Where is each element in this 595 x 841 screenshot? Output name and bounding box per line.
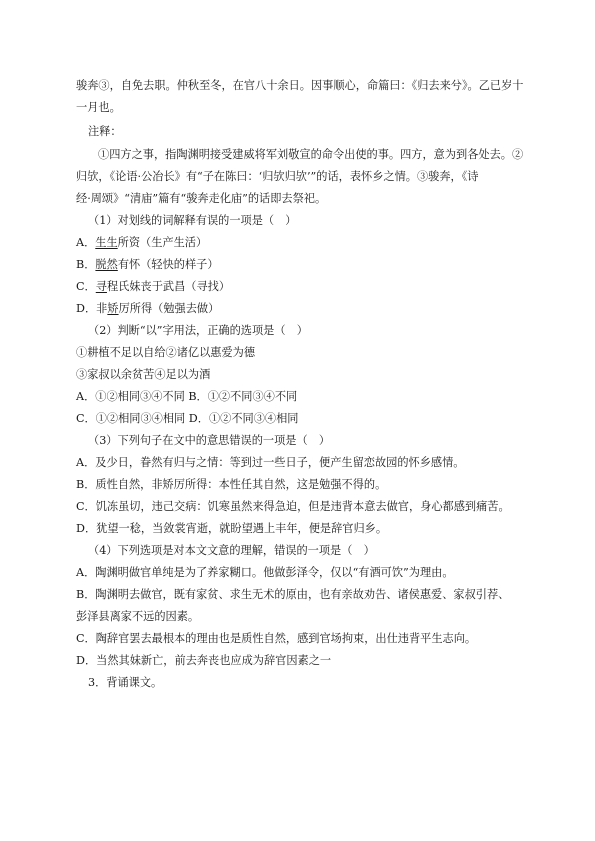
intro-line-2: 一月也。	[76, 101, 121, 114]
note-line-1: ①四方之事，指陶渊明接受建威将军刘敬宣的命令出使的事。四方，意为到各处去。②	[98, 148, 524, 161]
task-3: 3．背诵课文。	[88, 676, 163, 689]
q4-stem: （4）下列选项是对本文文意的理解，错误的一项是（ ）	[88, 544, 375, 557]
note-line-2: 归欤，《论语·公冶长》有“子在陈曰：‘归欤归欤’”的话，表怀乡之情。③骏奔，《诗	[76, 170, 479, 183]
q3-option-d: D．犹望一稔，当敛裳宵逝，就盼望遇上丰年，便是辞官归乡。	[76, 522, 388, 535]
option-text: 所资（生产生活）	[117, 236, 208, 249]
q1-option-d	[76, 302, 219, 316]
q2-line-2: ③家叔以余贫苦④足以为酒	[76, 368, 211, 381]
q4-option-d: D．当然其妹新亡，前去奔丧也应成为辞官因素之一	[76, 654, 332, 667]
q3-option-a: A．及少日，眷然有归与之情：等到过一些日子，便产生留恋故园的怀乡感情。	[76, 456, 465, 469]
option-prefix: B．	[76, 258, 96, 271]
q2-options-ab: A．①②相同③④不同 B．①②不同③④不同	[76, 390, 298, 403]
q4-option-b-line-2: 彭泽县离家不远的因素。	[76, 610, 200, 623]
q4-option-a: A．陶渊明做官单纯是为了养家糊口。他做彭泽令，仅以“有酒可饮”为理由。	[76, 566, 454, 579]
q1-option-b	[76, 258, 219, 272]
intro-line-1: 骏奔③，自免去职。仲秋至冬，在官八十余日。因事顺心，命篇曰：《归去来兮》。乙已岁十	[76, 79, 524, 92]
q3-option-b: B．质性自然，非矫厉所得：本性任其自然，这是勉强不得的。	[76, 478, 387, 491]
q4-option-b-line-1: B．陶渊明去做官，既有家贫、求生无术的原由，也有亲故劝告、诸侯惠爱、家叔引荐、	[76, 588, 510, 601]
q3-option-c: C．饥冻虽切，违己交病：饥寒虽然来得急迫，但是违背本意去做官，身心都感到痛苦。	[76, 500, 510, 513]
option-text: 程氏妹丧于武昌（寻找）	[106, 280, 231, 293]
underlined-word: 寻	[95, 280, 107, 293]
q2-stem: （2）判断“以”字用法，正确的选项是（ ）	[88, 324, 308, 337]
option-text: 厉所得（勉强去做）	[118, 302, 220, 315]
q2-options-cd: C．①②相同③④相同 D．①②不同③④相同	[76, 412, 299, 425]
underlined-word: 矫	[107, 302, 119, 315]
notes-heading: 注释：	[88, 125, 122, 138]
underlined-word: 生生	[95, 236, 118, 249]
underlined-word: 脱然	[95, 258, 118, 271]
option-prefix: A．	[76, 236, 96, 249]
option-prefix: C．	[76, 280, 96, 293]
q1-option-a	[76, 236, 207, 250]
q1-option-c	[76, 280, 230, 294]
q2-line-1: ①耕植不足以自给②诸亿以惠爱为德	[76, 346, 256, 359]
option-prefix: D．非	[76, 302, 108, 315]
q3-stem: （3）下列句子在文中的意思错误的一项是（ ）	[88, 434, 331, 447]
q1-stem: （1）对划线的词解释有误的一项是（ ）	[88, 214, 297, 227]
q4-option-c: C．陶辞官罢去最根本的理由也是质性自然，感到官场拘束，出仕违背平生志向。	[76, 632, 477, 645]
option-text: 有怀（轻快的样子）	[117, 258, 219, 271]
note-line-3: 经·周颂》“清庙”篇有“骏奔走化庙”的话即去祭祀。	[76, 192, 327, 205]
